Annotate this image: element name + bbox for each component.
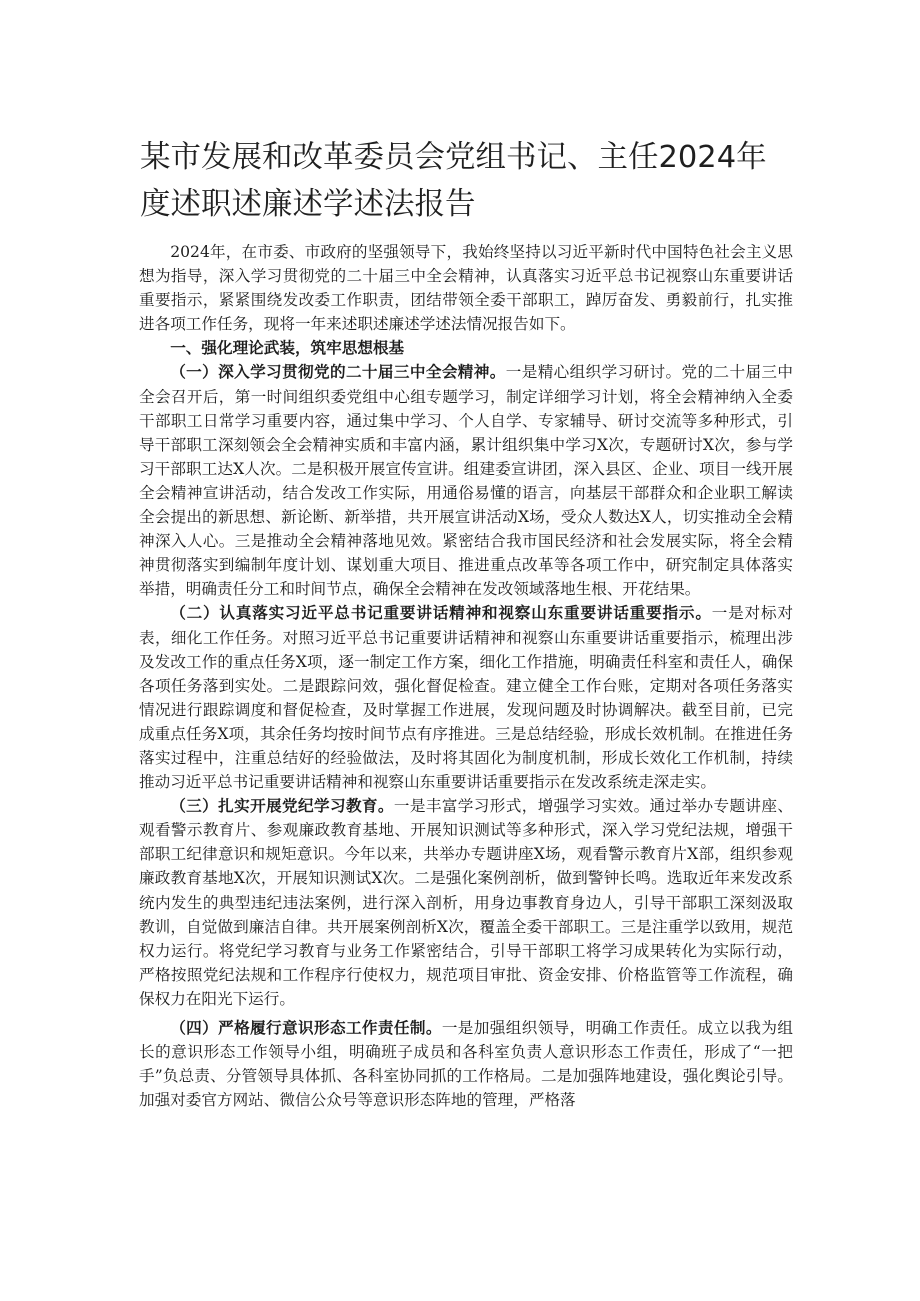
subsection-1-title: （一）深入学习贯彻党的二十届三中全会精神。	[170, 362, 506, 382]
subsection-2-text: 一是对标对表，细化工作任务。对照习近平总书记重要讲话精神和视察山东重要讲话重要指示，梳理出涉及发改工作的重点任务X项，逐一制定工作方案，细化工作措施，明确责任科室和责任人，确保各项任务落到实处。二是跟踪问效，强化督促检查。建立健全工作台账，定期对各项任务落实情况进行跟踪调度和督促检查，及时掌握工作进展，发现问题及时协调解决。截至目前，已完成重点任务X项，其余任务均按时间节点有序推进。三是总结经验，形成长效机制。在推进任务落实过程中，注重总结好的经验做法，及时将其固化为制度机制，形成长效化工作机制，持续推动习近平总书记重要讲话精神和视察山东重要讲话重要指示在发改系统走深走实。	[139, 604, 793, 792]
subsection-3-text: 一是丰富学习形式，增强学习实效。通过举办专题讲座、观看警示教育片、参观廉政教育基地、开展知识测试等多种形式，深入学习党纪法规，增强干部职工纪律意识和规矩意识。今年以来，共举办专题讲座X场，观看警示教育片X部，组织参观廉政教育基地X次，开展知识测试X次。二是强化案例剖析，做到警钟长鸣。选取近年来发改系统内发生的典型违纪违法案例，进行深入剖析，用身边事教育身边人，引导干部职工深刻汲取教训，自觉做到廉洁自律。共开展案例剖析X次，覆盖全委干部职工。三是注重学以致用，规范权力运行。将党纪学习教育与业务工作紧密结合，引导干部职工将学习成果转化为实际行动，严格按照党纪法规和工作程序行使权力，规范项目审批、资金安排、价格监管等工作流程，确保权力在阳光下运行。	[139, 797, 793, 1008]
subsection-4	[139, 1016, 793, 1112]
section-heading-1: 一、强化理论武装，筑牢思想根基	[170, 338, 405, 358]
subsection-1-text: 一是精心组织学习研讨。党的二十届三中全会召开后，第一时间组织委党组中心组专题学习，制定详细学习计划，将全会精神纳入全委干部职工日常学习重要内容，通过集中学习、个人自学、专家辅导、研讨交流等多种形式，引导干部职工深刻领会全会精神实质和丰富内涵，累计组织集中学习X次，专题研讨X次，参与学习干部职工达X人次。二是积极开展宣传宣讲。组建委宣讲团，深入县区、企业、项目一线开展全会精神宣讲活动，结合发改工作实际，用通俗易懂的语言，向基层干部群众和企业职工解读全会提出的新思想、新论断、新举措，共开展宣讲活动X场，受众人数达X人，切实推动全会精神深入人心。三是推动全会精神落地见效。紧密结合我市国民经济和社会发展实际，将全会精神贯彻落实到编制年度计划、谋划重大项目、推进重点改革等各项工作中，研究制定具体落实举措，明确责任分工和时间节点，确保全会精神在发改领域落地生根、开花结果。	[139, 363, 793, 599]
subsection-4-text: 一是加强组织领导，明确工作责任。成立以我为组长的意识形态工作领导小组，明确班子成员和各科室负责人意识形态工作责任，形成了“一把手”负总责、分管领导具体抓、各科室协同抓的工作格局。二是加强阵地建设，强化舆论引导。加强对委官方网站、微信公众号等意识形态阵地的管理，严格落	[139, 1019, 793, 1110]
subsection-2-title: （二）认真落实习近平总书记重要讲话精神和视察山东重要讲话重要指示。	[170, 603, 712, 623]
document-body	[139, 240, 793, 1112]
subsection-4-title: （四）严格履行意识形态工作责任制。	[170, 1018, 442, 1037]
subsection-3	[139, 794, 793, 1011]
subsection-1	[139, 360, 793, 601]
intro-paragraph: 2024年，在市委、市政府的坚强领导下，我始终坚持以习近平新时代中国特色社会主义思想为指导，深入学习贯彻党的二十届三中全会精神，认真落实习近平总书记视察山东重要讲话重要指示，紧紧围绕发改委工作职责，团结带领全委干部职工，踔厉奋发、勇毅前行，扎实推进各项工作任务，现将一年来述职述廉述学述法情况报告如下。	[139, 243, 793, 334]
document-title: 某市发展和改革委员会党组书记、主任2024年度述职述廉述学述法报告	[140, 140, 767, 222]
subsection-3-title: （三）扎实开展党纪学习教育。	[170, 796, 394, 816]
subsection-2	[139, 601, 793, 794]
